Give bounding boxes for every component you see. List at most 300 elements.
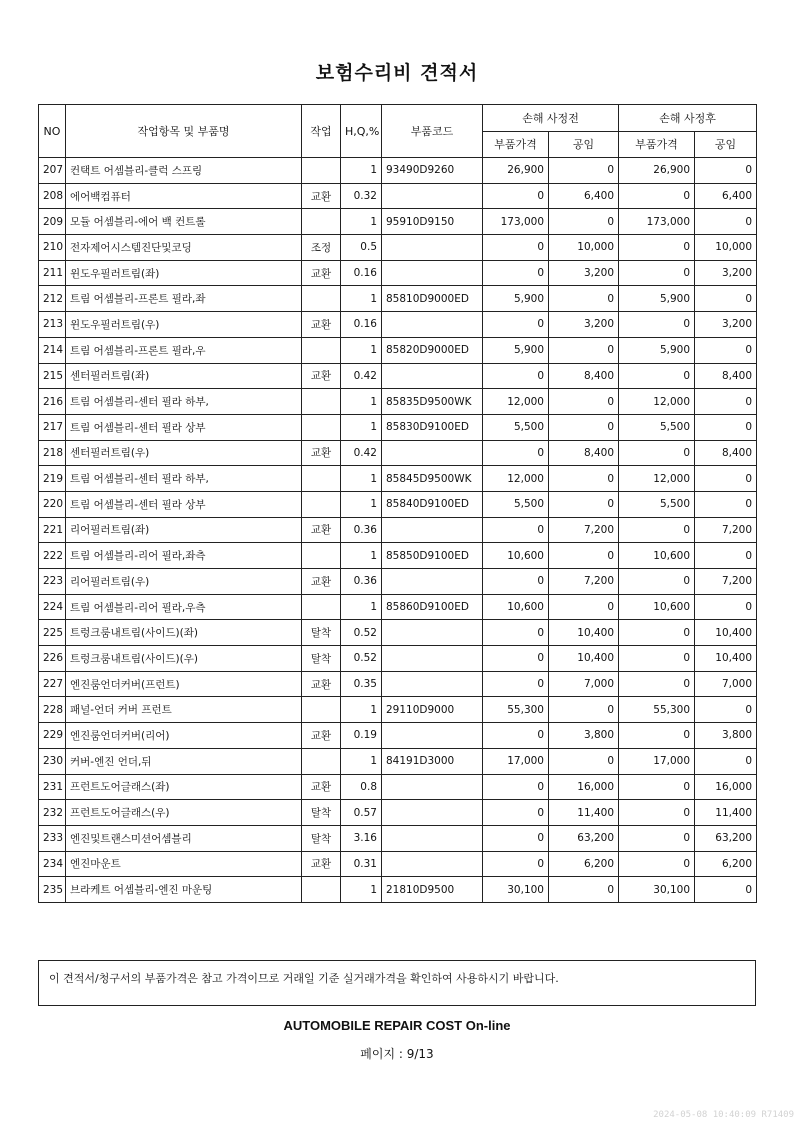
table-row bbox=[39, 877, 757, 903]
cell-no: 219 bbox=[39, 466, 66, 492]
header-item: 작업항목 및 부품명 bbox=[66, 105, 302, 158]
cell-item-name: 트림 어셈블리-센터 필라 상부 bbox=[66, 491, 302, 517]
header-after: 손해 사정후 bbox=[619, 105, 757, 132]
cell-work bbox=[302, 414, 341, 440]
cell-item-name: 모듈 어셈블리-에어 백 컨트롤 bbox=[66, 209, 302, 235]
cell-no: 231 bbox=[39, 774, 66, 800]
cell-before-labor: 7,200 bbox=[549, 517, 619, 543]
cell-no: 215 bbox=[39, 363, 66, 389]
cell-work: 교환 bbox=[302, 774, 341, 800]
cell-no: 230 bbox=[39, 748, 66, 774]
cell-after-labor: 0 bbox=[695, 594, 757, 620]
cell-no: 223 bbox=[39, 569, 66, 595]
cell-after-labor: 3,200 bbox=[695, 260, 757, 286]
cell-work bbox=[302, 594, 341, 620]
cell-after-part-price: 30,100 bbox=[619, 877, 695, 903]
header-before-labor: 공임 bbox=[549, 131, 619, 158]
cell-hq: 1 bbox=[341, 748, 382, 774]
table-row bbox=[39, 235, 757, 261]
cell-after-labor: 7,200 bbox=[695, 569, 757, 595]
table-row bbox=[39, 620, 757, 646]
cell-before-part-price: 0 bbox=[483, 312, 549, 338]
cell-before-part-price: 0 bbox=[483, 235, 549, 261]
cell-part-code bbox=[382, 569, 483, 595]
cell-after-part-price: 0 bbox=[619, 851, 695, 877]
cell-after-labor: 3,800 bbox=[695, 723, 757, 749]
cell-hq: 1 bbox=[341, 209, 382, 235]
table-row bbox=[39, 800, 757, 826]
table-row bbox=[39, 363, 757, 389]
table-row bbox=[39, 697, 757, 723]
cell-before-labor: 10,400 bbox=[549, 646, 619, 672]
cell-before-labor: 8,400 bbox=[549, 363, 619, 389]
cell-item-name: 브라케트 어셈블리-엔진 마운팅 bbox=[66, 877, 302, 903]
cell-item-name: 프런트도어글래스(우) bbox=[66, 800, 302, 826]
cell-before-part-price: 0 bbox=[483, 671, 549, 697]
cell-no: 232 bbox=[39, 800, 66, 826]
cell-part-code: 84191D3000 bbox=[382, 748, 483, 774]
cell-part-code bbox=[382, 517, 483, 543]
cell-after-labor: 6,400 bbox=[695, 183, 757, 209]
cell-before-labor: 11,400 bbox=[549, 800, 619, 826]
cell-hq: 1 bbox=[341, 158, 382, 184]
cell-before-part-price: 30,100 bbox=[483, 877, 549, 903]
table-row bbox=[39, 414, 757, 440]
page-number: 페이지 : 9/13 bbox=[360, 1047, 434, 1061]
cell-hq: 1 bbox=[341, 543, 382, 569]
cell-hq: 1 bbox=[341, 286, 382, 312]
cell-part-code: 85850D9100ED bbox=[382, 543, 483, 569]
cell-hq: 0.36 bbox=[341, 569, 382, 595]
cell-no: 226 bbox=[39, 646, 66, 672]
cell-item-name: 엔진룸언더커버(프런트) bbox=[66, 671, 302, 697]
table-row bbox=[39, 183, 757, 209]
cell-hq: 0.36 bbox=[341, 517, 382, 543]
cell-hq: 1 bbox=[341, 491, 382, 517]
cell-before-part-price: 17,000 bbox=[483, 748, 549, 774]
cell-part-code bbox=[382, 440, 483, 466]
cell-before-labor: 3,200 bbox=[549, 312, 619, 338]
cell-no: 211 bbox=[39, 260, 66, 286]
cell-part-code: 93490D9260 bbox=[382, 158, 483, 184]
cell-part-code: 85820D9000ED bbox=[382, 337, 483, 363]
cell-before-labor: 0 bbox=[549, 414, 619, 440]
cell-before-labor: 0 bbox=[549, 158, 619, 184]
cell-before-labor: 0 bbox=[549, 543, 619, 569]
cell-after-labor: 0 bbox=[695, 158, 757, 184]
cell-after-labor: 10,000 bbox=[695, 235, 757, 261]
cell-before-part-price: 5,900 bbox=[483, 286, 549, 312]
cell-before-labor: 6,200 bbox=[549, 851, 619, 877]
cell-item-name: 엔진및트랜스미션어셈블리 bbox=[66, 825, 302, 851]
cell-before-part-price: 0 bbox=[483, 646, 549, 672]
cell-work bbox=[302, 543, 341, 569]
table-row bbox=[39, 774, 757, 800]
cell-before-part-price: 0 bbox=[483, 825, 549, 851]
cell-item-name: 엔진마운트 bbox=[66, 851, 302, 877]
cell-before-labor: 8,400 bbox=[549, 440, 619, 466]
header-work: 작업 bbox=[302, 105, 341, 158]
cell-work: 교환 bbox=[302, 723, 341, 749]
table-row bbox=[39, 646, 757, 672]
cell-after-labor: 0 bbox=[695, 209, 757, 235]
cell-after-part-price: 55,300 bbox=[619, 697, 695, 723]
cell-before-labor: 63,200 bbox=[549, 825, 619, 851]
cell-after-labor: 11,400 bbox=[695, 800, 757, 826]
cell-after-part-price: 0 bbox=[619, 260, 695, 286]
price-notice: 이 견적서/청구서의 부품가격은 참고 가격이므로 거래일 기준 실거래가격을 확인하여 사용하시기 바랍니다. bbox=[38, 960, 756, 1006]
cell-work: 교환 bbox=[302, 851, 341, 877]
cell-before-labor: 6,400 bbox=[549, 183, 619, 209]
cell-hq: 0.16 bbox=[341, 312, 382, 338]
cell-after-labor: 16,000 bbox=[695, 774, 757, 800]
cell-work bbox=[302, 389, 341, 415]
cell-item-name: 리어필러트림(우) bbox=[66, 569, 302, 595]
cell-no: 225 bbox=[39, 620, 66, 646]
cell-item-name: 윈도우필러트림(좌) bbox=[66, 260, 302, 286]
cell-work bbox=[302, 491, 341, 517]
cell-after-part-price: 5,900 bbox=[619, 286, 695, 312]
cell-hq: 1 bbox=[341, 466, 382, 492]
cell-work: 탈착 bbox=[302, 800, 341, 826]
cell-item-name: 센터필러트림(좌) bbox=[66, 363, 302, 389]
cell-before-labor: 0 bbox=[549, 466, 619, 492]
cell-part-code bbox=[382, 620, 483, 646]
cell-before-labor: 16,000 bbox=[549, 774, 619, 800]
table-row bbox=[39, 158, 757, 184]
cell-work bbox=[302, 466, 341, 492]
cell-no: 213 bbox=[39, 312, 66, 338]
cell-after-part-price: 17,000 bbox=[619, 748, 695, 774]
cell-item-name: 트림 어셈블리-센터 필라 상부 bbox=[66, 414, 302, 440]
cell-hq: 1 bbox=[341, 594, 382, 620]
cell-after-labor: 0 bbox=[695, 466, 757, 492]
table-row bbox=[39, 389, 757, 415]
header-before: 손해 사정전 bbox=[483, 105, 619, 132]
cell-work bbox=[302, 158, 341, 184]
cell-before-labor: 3,800 bbox=[549, 723, 619, 749]
cell-before-labor: 10,400 bbox=[549, 620, 619, 646]
header-hq: H,Q,% bbox=[341, 105, 382, 158]
cell-hq: 0.52 bbox=[341, 646, 382, 672]
cell-work: 탈착 bbox=[302, 825, 341, 851]
cell-item-name: 패널-언더 커버 프런트 bbox=[66, 697, 302, 723]
cell-item-name: 센터필러트림(우) bbox=[66, 440, 302, 466]
cell-item-name: 에어백컴퓨터 bbox=[66, 183, 302, 209]
cell-after-labor: 0 bbox=[695, 877, 757, 903]
cell-after-part-price: 0 bbox=[619, 774, 695, 800]
cell-no: 217 bbox=[39, 414, 66, 440]
table-row bbox=[39, 851, 757, 877]
cell-before-labor: 0 bbox=[549, 389, 619, 415]
cell-item-name: 프런트도어글래스(좌) bbox=[66, 774, 302, 800]
cell-hq: 1 bbox=[341, 337, 382, 363]
cell-before-part-price: 10,600 bbox=[483, 543, 549, 569]
cell-no: 207 bbox=[39, 158, 66, 184]
cell-item-name: 트림 어셈블리-프론트 필라,우 bbox=[66, 337, 302, 363]
cell-after-part-price: 0 bbox=[619, 440, 695, 466]
cell-no: 228 bbox=[39, 697, 66, 723]
cell-before-part-price: 12,000 bbox=[483, 466, 549, 492]
cell-hq: 0.16 bbox=[341, 260, 382, 286]
cell-before-part-price: 0 bbox=[483, 800, 549, 826]
cell-after-labor: 0 bbox=[695, 389, 757, 415]
cell-after-part-price: 5,500 bbox=[619, 414, 695, 440]
cell-before-labor: 7,200 bbox=[549, 569, 619, 595]
table-row bbox=[39, 825, 757, 851]
footer-brand: AUTOMOBILE REPAIR COST On-line bbox=[283, 1018, 511, 1033]
cell-hq: 0.19 bbox=[341, 723, 382, 749]
cell-item-name: 트렁크룸내트림(사이드)(우) bbox=[66, 646, 302, 672]
cell-work bbox=[302, 748, 341, 774]
cell-part-code bbox=[382, 235, 483, 261]
cell-no: 209 bbox=[39, 209, 66, 235]
cell-after-labor: 7,200 bbox=[695, 517, 757, 543]
cell-after-labor: 0 bbox=[695, 337, 757, 363]
cell-before-labor: 0 bbox=[549, 337, 619, 363]
cell-item-name: 트렁크룸내트림(사이드)(좌) bbox=[66, 620, 302, 646]
cell-before-part-price: 0 bbox=[483, 851, 549, 877]
cell-part-code bbox=[382, 723, 483, 749]
cell-after-labor: 63,200 bbox=[695, 825, 757, 851]
cell-hq: 0.31 bbox=[341, 851, 382, 877]
cell-work bbox=[302, 337, 341, 363]
cell-work: 교환 bbox=[302, 569, 341, 595]
cell-after-part-price: 5,500 bbox=[619, 491, 695, 517]
cell-before-labor: 0 bbox=[549, 697, 619, 723]
cell-after-labor: 0 bbox=[695, 543, 757, 569]
cell-before-labor: 10,000 bbox=[549, 235, 619, 261]
cell-no: 210 bbox=[39, 235, 66, 261]
cell-after-part-price: 0 bbox=[619, 620, 695, 646]
cell-hq: 1 bbox=[341, 389, 382, 415]
cell-hq: 0.8 bbox=[341, 774, 382, 800]
cell-item-name: 엔진룸언더커버(리어) bbox=[66, 723, 302, 749]
cell-part-code: 85845D9500WK bbox=[382, 466, 483, 492]
cell-before-part-price: 0 bbox=[483, 440, 549, 466]
cell-after-labor: 8,400 bbox=[695, 363, 757, 389]
cell-before-part-price: 55,300 bbox=[483, 697, 549, 723]
cell-before-part-price: 0 bbox=[483, 517, 549, 543]
cell-after-part-price: 0 bbox=[619, 646, 695, 672]
table-row bbox=[39, 543, 757, 569]
cell-part-code bbox=[382, 774, 483, 800]
cell-after-labor: 7,000 bbox=[695, 671, 757, 697]
cell-before-labor: 3,200 bbox=[549, 260, 619, 286]
cell-work: 교환 bbox=[302, 363, 341, 389]
cell-part-code bbox=[382, 851, 483, 877]
cell-work bbox=[302, 877, 341, 903]
cell-before-labor: 0 bbox=[549, 748, 619, 774]
cell-after-part-price: 10,600 bbox=[619, 594, 695, 620]
cell-before-part-price: 5,500 bbox=[483, 414, 549, 440]
cell-after-labor: 10,400 bbox=[695, 646, 757, 672]
cell-after-part-price: 0 bbox=[619, 183, 695, 209]
cell-no: 229 bbox=[39, 723, 66, 749]
cell-part-code bbox=[382, 800, 483, 826]
cell-before-part-price: 5,500 bbox=[483, 491, 549, 517]
cell-after-part-price: 0 bbox=[619, 723, 695, 749]
cell-work: 교환 bbox=[302, 312, 341, 338]
cell-hq: 1 bbox=[341, 877, 382, 903]
cell-before-part-price: 0 bbox=[483, 723, 549, 749]
cell-after-labor: 8,400 bbox=[695, 440, 757, 466]
cell-no: 235 bbox=[39, 877, 66, 903]
cell-after-part-price: 0 bbox=[619, 312, 695, 338]
cell-part-code: 21810D9500 bbox=[382, 877, 483, 903]
cell-work bbox=[302, 697, 341, 723]
cell-before-labor: 0 bbox=[549, 491, 619, 517]
cell-after-part-price: 0 bbox=[619, 671, 695, 697]
cell-item-name: 전자제어시스템진단및코딩 bbox=[66, 235, 302, 261]
table-row bbox=[39, 517, 757, 543]
cell-part-code: 85830D9100ED bbox=[382, 414, 483, 440]
cell-work bbox=[302, 209, 341, 235]
cell-work: 교환 bbox=[302, 260, 341, 286]
cell-after-part-price: 5,900 bbox=[619, 337, 695, 363]
table-header bbox=[39, 105, 757, 158]
cell-after-labor: 0 bbox=[695, 697, 757, 723]
cell-before-part-price: 0 bbox=[483, 183, 549, 209]
table-row bbox=[39, 466, 757, 492]
table-row bbox=[39, 594, 757, 620]
table-row bbox=[39, 312, 757, 338]
cell-work: 교환 bbox=[302, 517, 341, 543]
cell-part-code: 85840D9100ED bbox=[382, 491, 483, 517]
table-row bbox=[39, 491, 757, 517]
cell-no: 222 bbox=[39, 543, 66, 569]
cell-after-part-price: 10,600 bbox=[619, 543, 695, 569]
cell-after-labor: 0 bbox=[695, 491, 757, 517]
document-title: 보험수리비 견적서 bbox=[315, 62, 479, 84]
estimate-table bbox=[38, 104, 757, 903]
cell-part-code bbox=[382, 646, 483, 672]
cell-after-labor: 3,200 bbox=[695, 312, 757, 338]
cell-hq: 0.52 bbox=[341, 620, 382, 646]
cell-before-part-price: 12,000 bbox=[483, 389, 549, 415]
table-row bbox=[39, 723, 757, 749]
cell-work bbox=[302, 286, 341, 312]
table-row bbox=[39, 748, 757, 774]
cell-item-name: 트림 어셈블리-프론트 필라,좌 bbox=[66, 286, 302, 312]
cell-after-part-price: 173,000 bbox=[619, 209, 695, 235]
cell-before-part-price: 0 bbox=[483, 774, 549, 800]
table-row bbox=[39, 440, 757, 466]
cell-before-part-price: 5,900 bbox=[483, 337, 549, 363]
timestamp-watermark: 2024-05-08 10:40:09 R71409 bbox=[653, 1110, 794, 1120]
cell-work: 탈착 bbox=[302, 620, 341, 646]
cell-after-labor: 0 bbox=[695, 748, 757, 774]
table-body bbox=[39, 158, 757, 903]
cell-work: 교환 bbox=[302, 440, 341, 466]
cell-before-labor: 0 bbox=[549, 877, 619, 903]
cell-before-part-price: 26,900 bbox=[483, 158, 549, 184]
cell-hq: 0.5 bbox=[341, 235, 382, 261]
cell-after-labor: 0 bbox=[695, 414, 757, 440]
cell-no: 233 bbox=[39, 825, 66, 851]
cell-part-code bbox=[382, 183, 483, 209]
cell-no: 221 bbox=[39, 517, 66, 543]
cell-hq: 0.57 bbox=[341, 800, 382, 826]
cell-part-code: 29110D9000 bbox=[382, 697, 483, 723]
cell-before-part-price: 0 bbox=[483, 260, 549, 286]
cell-part-code: 85810D9000ED bbox=[382, 286, 483, 312]
cell-after-labor: 6,200 bbox=[695, 851, 757, 877]
cell-part-code bbox=[382, 312, 483, 338]
header-after-part-price: 부품가격 bbox=[619, 131, 695, 158]
cell-no: 220 bbox=[39, 491, 66, 517]
cell-hq: 3.16 bbox=[341, 825, 382, 851]
cell-item-name: 컨택트 어셈블리-클럭 스프링 bbox=[66, 158, 302, 184]
table-row bbox=[39, 671, 757, 697]
cell-after-part-price: 0 bbox=[619, 825, 695, 851]
cell-before-labor: 0 bbox=[549, 209, 619, 235]
cell-no: 216 bbox=[39, 389, 66, 415]
cell-part-code bbox=[382, 260, 483, 286]
cell-part-code bbox=[382, 363, 483, 389]
cell-item-name: 트림 어셈블리-센터 필라 하부, bbox=[66, 466, 302, 492]
cell-after-part-price: 0 bbox=[619, 800, 695, 826]
cell-after-part-price: 0 bbox=[619, 569, 695, 595]
cell-no: 224 bbox=[39, 594, 66, 620]
cell-no: 227 bbox=[39, 671, 66, 697]
cell-part-code: 85860D9100ED bbox=[382, 594, 483, 620]
cell-hq: 0.42 bbox=[341, 363, 382, 389]
cell-after-part-price: 26,900 bbox=[619, 158, 695, 184]
cell-no: 218 bbox=[39, 440, 66, 466]
cell-item-name: 리어필러트림(좌) bbox=[66, 517, 302, 543]
table-row bbox=[39, 337, 757, 363]
cell-before-part-price: 10,600 bbox=[483, 594, 549, 620]
cell-part-code: 95910D9150 bbox=[382, 209, 483, 235]
cell-hq: 1 bbox=[341, 414, 382, 440]
cell-part-code bbox=[382, 825, 483, 851]
header-code: 부품코드 bbox=[382, 105, 483, 158]
cell-work: 조정 bbox=[302, 235, 341, 261]
cell-after-part-price: 0 bbox=[619, 363, 695, 389]
cell-item-name: 트림 어셈블리-리어 필라,좌측 bbox=[66, 543, 302, 569]
cell-work: 교환 bbox=[302, 183, 341, 209]
cell-before-part-price: 0 bbox=[483, 363, 549, 389]
table-row bbox=[39, 209, 757, 235]
cell-before-labor: 0 bbox=[549, 594, 619, 620]
cell-item-name: 트림 어셈블리-리어 필라,우측 bbox=[66, 594, 302, 620]
cell-after-labor: 0 bbox=[695, 286, 757, 312]
cell-work: 교환 bbox=[302, 671, 341, 697]
cell-after-part-price: 12,000 bbox=[619, 466, 695, 492]
cell-no: 234 bbox=[39, 851, 66, 877]
cell-part-code: 85835D9500WK bbox=[382, 389, 483, 415]
cell-work: 탈착 bbox=[302, 646, 341, 672]
cell-hq: 1 bbox=[341, 697, 382, 723]
table-row bbox=[39, 260, 757, 286]
cell-after-part-price: 12,000 bbox=[619, 389, 695, 415]
cell-before-part-price: 0 bbox=[483, 569, 549, 595]
header-no: NO bbox=[39, 105, 66, 158]
cell-hq: 0.32 bbox=[341, 183, 382, 209]
table-row bbox=[39, 569, 757, 595]
cell-item-name: 트림 어셈블리-센터 필라 하부, bbox=[66, 389, 302, 415]
cell-before-part-price: 173,000 bbox=[483, 209, 549, 235]
header-before-part-price: 부품가격 bbox=[483, 131, 549, 158]
cell-hq: 0.42 bbox=[341, 440, 382, 466]
header-after-labor: 공임 bbox=[695, 131, 757, 158]
cell-before-labor: 0 bbox=[549, 286, 619, 312]
cell-after-labor: 10,400 bbox=[695, 620, 757, 646]
cell-hq: 0.35 bbox=[341, 671, 382, 697]
cell-part-code bbox=[382, 671, 483, 697]
cell-before-part-price: 0 bbox=[483, 620, 549, 646]
